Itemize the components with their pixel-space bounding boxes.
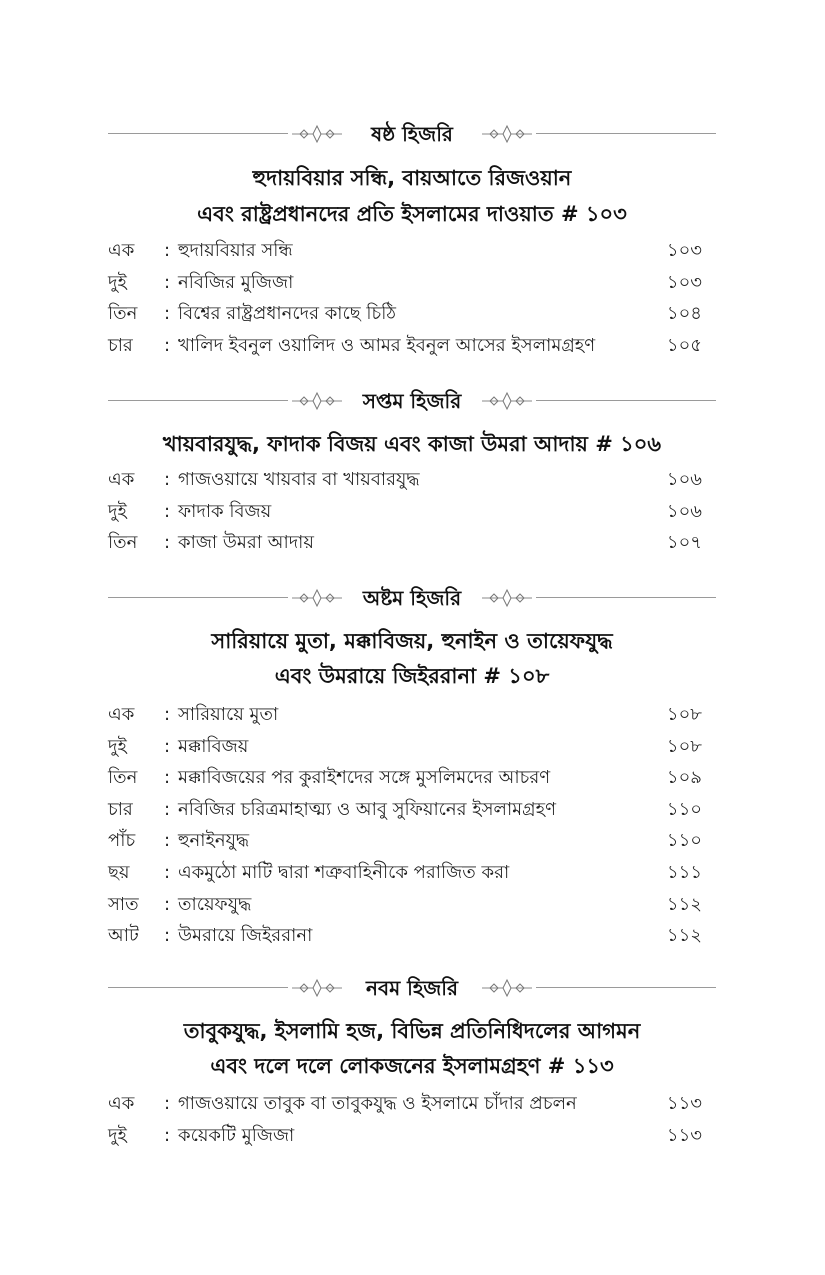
entry-title: নবিজির মুজিজা	[178, 271, 294, 293]
entry-title: খালিদ ইবনুল ওয়ালিদ ও আমর ইবনুল আসের ইসলামগ্রহণ	[178, 334, 596, 356]
entry-colon: :	[164, 798, 171, 820]
entry-title: একমুঠো মাটি দ্বারা শত্রুবাহিনীকে পরাজিত করা	[178, 861, 510, 883]
entry-number: দুই	[108, 1124, 127, 1146]
section-heading-6th-hijri	[108, 119, 716, 149]
divider-left	[108, 400, 288, 401]
entry-colon: :	[164, 830, 171, 852]
entry-title: কয়েকটি মুজিজা	[178, 1124, 295, 1146]
entry-list	[108, 699, 708, 952]
entry-page: ১১২	[666, 925, 702, 947]
entry-title: মক্কাবিজয়	[178, 735, 249, 757]
entry-page: ১০৫	[666, 334, 702, 356]
section-title: অষ্টম হিজরি	[362, 586, 462, 610]
entry-title: মক্কাবিজয়ের পর কুরাইশদের সঙ্গে মুসলিমদের আচরণ	[178, 767, 551, 789]
entry-number: ছয়	[108, 861, 130, 883]
entry-page: ১০৮	[666, 704, 702, 725]
entry-title: গাজওয়ায়ে খায়বার বা খায়বারযুদ্ধ	[178, 469, 420, 490]
entry-colon: :	[164, 469, 171, 490]
entry-page: ১০৪	[666, 303, 702, 325]
entry-number: দুই	[108, 271, 127, 293]
entry-title: গাজওয়ায়ে তাবুক বা তাবুকযুদ্ধ ও ইসলামে চাঁদার প্রচলন	[178, 1093, 577, 1114]
toc-entry[interactable]	[108, 527, 708, 559]
ornament-icon	[288, 123, 346, 145]
entry-number: এক	[108, 704, 135, 725]
section-topic-line: এবং রাষ্ট্রপ্রধানদের প্রতি ইসলামের দাওয়াত # ১০৩	[197, 202, 627, 226]
divider-left	[108, 597, 288, 598]
entry-page: ১১০	[666, 798, 702, 820]
entry-number: পাঁচ	[108, 830, 136, 852]
ornament-icon	[478, 977, 536, 999]
divider-right	[536, 597, 716, 598]
entry-colon: :	[164, 334, 171, 356]
toc-entry[interactable]	[108, 699, 708, 731]
entry-colon: :	[164, 861, 171, 883]
toc-entry[interactable]	[108, 1120, 708, 1152]
entry-colon: :	[164, 735, 171, 757]
entry-page: ১১৩	[666, 1093, 702, 1114]
entry-title: হুদায়বিয়ার সন্ধি	[178, 240, 293, 261]
ornament-icon	[288, 587, 346, 609]
section-topic-line: খায়বারযুদ্ধ, ফাদাক বিজয় এবং কাজা উমরা আদায় # ১০৬	[162, 432, 662, 456]
entry-number: এক	[108, 1093, 135, 1114]
toc-entry[interactable]	[108, 731, 708, 763]
entry-page: ১০৬	[666, 469, 702, 490]
ornament-icon	[478, 587, 536, 609]
entry-title: বিশ্বের রাষ্ট্রপ্রধানদের কাছে চিঠি	[178, 303, 396, 325]
entry-colon: :	[164, 1124, 171, 1146]
entry-list	[108, 464, 708, 559]
section-title: সপ্তম হিজরি	[362, 389, 462, 413]
entry-colon: :	[164, 303, 171, 325]
toc-entry[interactable]	[108, 298, 708, 330]
ornament-icon	[288, 977, 346, 999]
entry-colon: :	[164, 893, 171, 915]
toc-entry[interactable]	[108, 267, 708, 299]
divider-left	[108, 133, 288, 134]
entry-number: দুই	[108, 735, 127, 757]
entry-list	[108, 235, 708, 361]
section-topic-line: এবং দলে দলে লোকজনের ইসলামগ্রহণ # ১১৩	[210, 1054, 614, 1078]
toc-entry[interactable]	[108, 857, 708, 889]
ornament-icon	[478, 123, 536, 145]
entry-number: চার	[108, 798, 133, 820]
entry-page: ১০৩	[666, 240, 702, 261]
divider-right	[536, 133, 716, 134]
toc-entry[interactable]	[108, 235, 708, 267]
entry-page: ১১০	[666, 830, 702, 852]
entry-title: ফাদাক বিজয়	[178, 500, 272, 522]
section-topic-line: সারিয়ায়ে মুতা, মক্কাবিজয়, হুনাইন ও তায়েফযুদ্ধ	[211, 629, 613, 653]
entry-number: দুই	[108, 500, 127, 522]
entry-number: সাত	[108, 893, 139, 915]
entry-number: তিন	[108, 303, 138, 325]
entry-number: চার	[108, 334, 133, 356]
entry-page: ১০৩	[666, 271, 702, 293]
entry-page: ১০৮	[666, 735, 702, 757]
entry-number: এক	[108, 240, 135, 261]
section-title: নবম হিজরি	[366, 976, 458, 1000]
entry-title: তায়েফযুদ্ধ	[178, 893, 252, 915]
entry-page: ১০৯	[666, 767, 702, 789]
entry-title: সারিয়ায়ে মুতা	[178, 704, 279, 725]
entry-number: আট	[108, 925, 139, 947]
toc-entry[interactable]	[108, 794, 708, 826]
entry-colon: :	[164, 240, 171, 261]
entry-page: ১০৬	[666, 500, 702, 522]
section-topic-line: এবং উমরায়ে জিইররানা # ১০৮	[274, 664, 550, 688]
section-heading-9th-hijri	[108, 973, 716, 1003]
toc-entry[interactable]	[108, 825, 708, 857]
entry-title: হুনাইনযুদ্ধ	[178, 830, 250, 852]
entry-colon: :	[164, 767, 171, 789]
entry-colon: :	[164, 925, 171, 947]
ornament-icon	[478, 390, 536, 412]
entry-colon: :	[164, 271, 171, 293]
toc-entry[interactable]	[108, 464, 708, 496]
toc-entry[interactable]	[108, 496, 708, 528]
toc-entry[interactable]	[108, 1088, 708, 1120]
entry-colon: :	[164, 532, 171, 554]
entry-title: কাজা উমরা আদায়	[178, 532, 314, 554]
section-topic-line: হুদায়বিয়ার সন্ধি, বায়আতে রিজওয়ান	[252, 166, 572, 190]
entry-title: নবিজির চরিত্রমাহাত্ম্য ও আবু সুফিয়ানের ইসলামগ্রহণ	[178, 798, 556, 820]
toc-entry[interactable]	[108, 920, 708, 952]
toc-entry[interactable]	[108, 330, 708, 362]
entry-list	[108, 1088, 708, 1151]
entry-page: ১১২	[666, 893, 702, 915]
entry-number: এক	[108, 469, 135, 490]
section-heading-7th-hijri	[108, 386, 716, 416]
entry-colon: :	[164, 500, 171, 522]
section-title: ষষ্ঠ হিজরি	[371, 122, 453, 146]
section-heading-8th-hijri	[108, 583, 716, 613]
entry-page: ১১৩	[666, 1124, 702, 1146]
entry-number: তিন	[108, 532, 138, 554]
entry-colon: :	[164, 704, 171, 725]
entry-title: উমরায়ে জিইররানা	[178, 925, 313, 947]
toc-entry[interactable]	[108, 889, 708, 921]
entry-colon: :	[164, 1093, 171, 1114]
ornament-icon	[288, 390, 346, 412]
divider-left	[108, 987, 288, 988]
entry-page: ১১১	[666, 861, 702, 883]
entry-page: ১০৭	[666, 532, 702, 554]
entry-number: তিন	[108, 767, 138, 789]
divider-right	[536, 987, 716, 988]
section-topic-line: তাবুকযুদ্ধ, ইসলামি হজ, বিভিন্ন প্রতিনিধিদলের আগমন	[183, 1019, 641, 1043]
divider-right	[536, 400, 716, 401]
toc-entry[interactable]	[108, 762, 708, 794]
